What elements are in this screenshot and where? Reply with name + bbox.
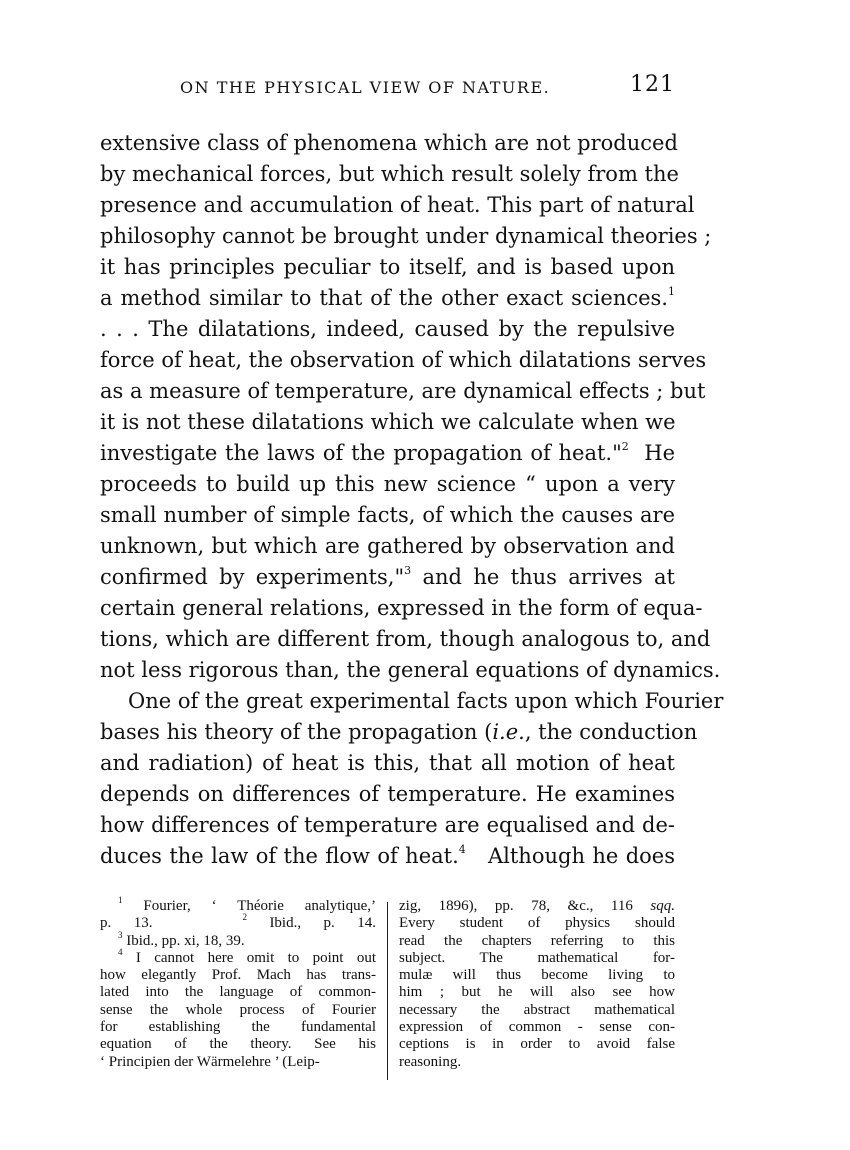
footnote-line	[399, 950, 675, 967]
line-text: , the conduction	[524, 720, 698, 744]
footnote-line	[100, 984, 376, 1001]
text-line	[100, 314, 675, 345]
footnote-marker: 3	[118, 929, 123, 940]
text-line	[100, 500, 675, 531]
footnote-line	[100, 946, 377, 967]
footnote-line	[399, 967, 675, 984]
line-text: depends on differences of temperature. He examines	[100, 782, 675, 806]
text-line	[100, 128, 678, 159]
footnote-text: him ; but he will also see how	[399, 984, 675, 1001]
text-line	[100, 283, 675, 314]
footnote-column-right	[399, 898, 675, 1071]
text-line	[100, 252, 675, 283]
footnote-divider	[387, 902, 388, 1080]
text-line	[100, 748, 675, 779]
line-text: presence and accumulation of heat. This part of natural	[100, 193, 695, 217]
line-text: as a measure of temperature, are dynamical effects ; but	[100, 379, 706, 403]
footnote-line	[100, 895, 376, 915]
footnote-ref: 3	[404, 564, 412, 577]
text-line	[100, 531, 675, 562]
footnote-line	[100, 967, 376, 984]
footnote-marker: 4	[118, 946, 123, 957]
line-text: unknown, but which are gathered by observation and	[100, 534, 675, 558]
line-text: Although he does	[487, 844, 676, 868]
footnote-line	[100, 1019, 376, 1036]
footnote-text: lated into the language of common-	[100, 984, 376, 1001]
footnote-text: I cannot here omit to point out	[135, 949, 377, 966]
footnote-line	[399, 984, 675, 1001]
line-text: it is not these dilatations which we calculate when we	[100, 410, 676, 434]
text-line	[100, 810, 675, 841]
text-line	[100, 159, 679, 190]
line-text: not less rigorous than, the general equations of dynamics.	[100, 658, 721, 682]
running-title: ON THE PHYSICAL VIEW OF NATURE.	[180, 78, 551, 97]
text-line	[100, 376, 706, 407]
text-line	[100, 686, 724, 717]
line-text: investigate the laws of the propagation of heat."	[100, 441, 622, 465]
text-line	[100, 221, 712, 252]
footnote-text: mulæ will thus become living to	[399, 967, 675, 984]
footnote-text: equation of the theory. See his	[100, 1036, 376, 1053]
line-text: . . . The dilatations, indeed, caused by the repulsive	[100, 317, 675, 341]
footnote-line	[399, 1036, 675, 1053]
line-text: small number of simple facts, of which the causes are	[100, 503, 675, 527]
footnote-line	[399, 933, 675, 950]
footnote-italic: sqq.	[650, 898, 676, 914]
footnote-text: reasoning.	[399, 1053, 462, 1070]
text-line	[100, 655, 721, 686]
text-line	[100, 345, 707, 376]
text-line	[100, 717, 698, 748]
line-text: One of the great experimental facts upon which Fourier	[128, 689, 724, 713]
footnote-text: how elegantly Prof. Mach has trans-	[100, 967, 376, 984]
line-text: confirmed by experiments,"	[100, 565, 405, 589]
footnote-marker: 2	[242, 912, 247, 923]
footnote-text: Every student of physics should	[399, 915, 675, 932]
footnote-ref: 4	[458, 843, 466, 856]
footnote-column-left	[100, 895, 377, 1071]
text-line	[100, 562, 675, 593]
footnote-text: read the chapters referring to this	[399, 932, 675, 949]
footnote-text: sense the whole process of Fourier	[100, 1001, 376, 1018]
line-text: by mechanical forces, but which result solely from the	[100, 162, 679, 186]
footnote-line	[100, 929, 376, 950]
line-text: certain general relations, expressed in the form of equa-	[100, 596, 703, 620]
footnote-text: ‘ Principien der Wärmelehre ’ (Leip-	[100, 1053, 320, 1070]
text-line	[100, 469, 675, 500]
running-header	[100, 72, 675, 106]
footnote-text: ceptions is in order to avoid false	[399, 1036, 675, 1053]
footnote-line	[100, 1054, 376, 1071]
line-text: extensive class of phenomena which are not produced	[100, 131, 678, 155]
footnote-line	[399, 915, 675, 932]
footnote-line	[399, 1019, 675, 1036]
line-text: duces the law of the flow of heat.	[100, 844, 459, 868]
line-text: He	[644, 441, 675, 465]
text-line	[100, 407, 675, 438]
footnote-text: Fourier, ‘ Théorie analytique,’	[143, 898, 376, 914]
footnote-text: subject. The mathematical for-	[399, 949, 675, 966]
footnote-text: expression of common - sense con-	[399, 1019, 675, 1036]
text-line	[100, 190, 695, 221]
text-line	[100, 438, 675, 469]
line-text: proceeds to build up this new science “ upon a very	[100, 472, 675, 496]
footnote-text: p. 13.	[100, 915, 153, 932]
text-line	[100, 624, 711, 655]
line-text: and radiation) of heat is this, that all motion of heat	[100, 751, 675, 775]
footnote-line	[100, 912, 377, 932]
footnote-ref: 2	[621, 440, 629, 453]
footnote-ref: 1	[668, 285, 675, 298]
text-line	[100, 779, 675, 810]
footnote-line	[399, 898, 675, 915]
footnotes	[100, 895, 676, 1083]
footnote-line	[399, 1002, 675, 1019]
footnote-text: Ibid., pp. xi, 18, 39.	[126, 932, 245, 949]
footnote-line	[399, 1054, 675, 1071]
line-text: force of heat, the observation of which dilatations serves	[100, 348, 707, 372]
line-text: it has principles peculiar to itself, and is based upon	[100, 255, 675, 279]
footnote-line	[100, 1036, 376, 1053]
text-line	[100, 593, 703, 624]
footnote-text: necessary the abstract mathematical	[399, 1001, 675, 1018]
line-text: tions, which are different from, though analogous to, and	[100, 627, 711, 651]
page-number: 121	[630, 72, 675, 97]
footnote-text: Ibid., p. 14.	[269, 915, 377, 932]
line-text: philosophy cannot be brought under dynamical theories ;	[100, 224, 712, 248]
footnote-text: zig, 1896), pp. 78, &c., 116	[399, 898, 633, 914]
line-text: bases his theory of the propagation (	[100, 720, 493, 744]
footnote-marker: 1	[118, 895, 123, 905]
line-text: and he thus arrives at	[422, 565, 675, 589]
footnote-text: for establishing the fundamental	[100, 1019, 376, 1036]
line-text: how differences of temperature are equalised and de-	[100, 813, 675, 837]
line-text: a method similar to that of the other exact sciences.	[100, 286, 668, 310]
italic-abbreviation: i.e.	[492, 720, 525, 744]
footnote-line	[100, 1002, 376, 1019]
text-line	[100, 841, 675, 872]
body-text	[100, 128, 724, 872]
